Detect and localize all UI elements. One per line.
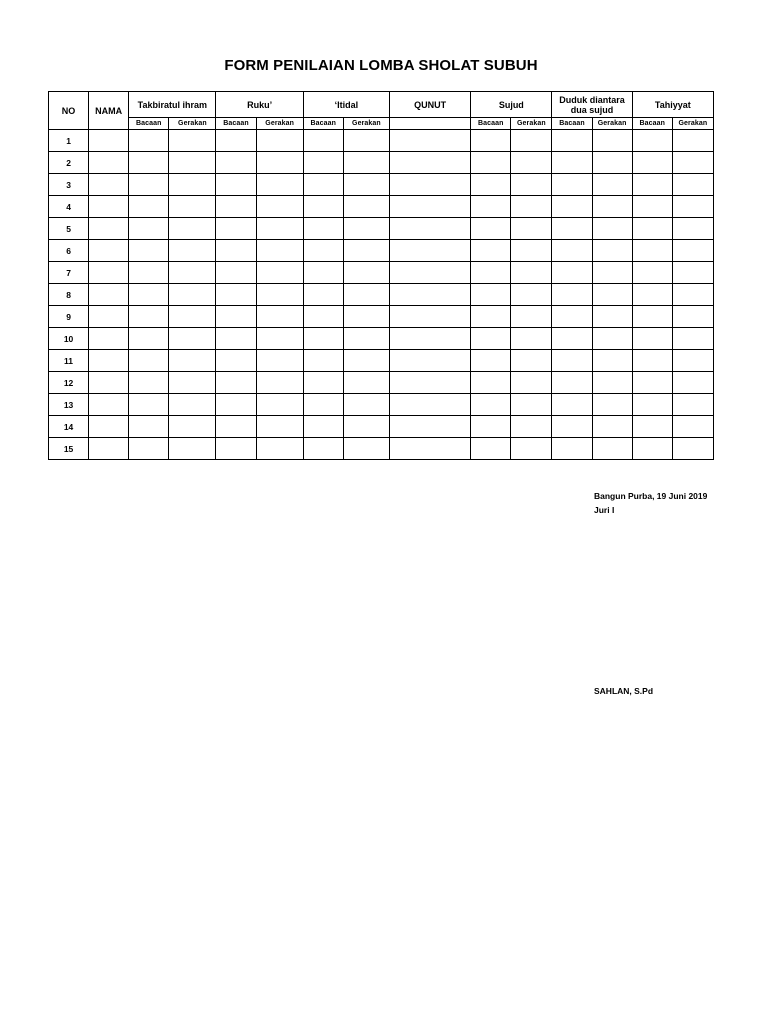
- score-cell[interactable]: [511, 130, 552, 152]
- score-cell[interactable]: [256, 306, 303, 328]
- name-cell[interactable]: [89, 174, 129, 196]
- score-cell[interactable]: [672, 328, 713, 350]
- score-cell[interactable]: [343, 306, 389, 328]
- score-cell[interactable]: [552, 218, 592, 240]
- score-cell[interactable]: [632, 372, 672, 394]
- score-cell[interactable]: [216, 284, 256, 306]
- score-cell[interactable]: [672, 218, 713, 240]
- score-cell[interactable]: [256, 438, 303, 460]
- signature-role: Juri I: [594, 505, 615, 515]
- score-cell[interactable]: [672, 372, 713, 394]
- subheader-gerakan: Gerakan: [169, 118, 216, 130]
- signature-place-date: Bangun Purba, 19 Juni 2019: [594, 491, 708, 501]
- score-cell[interactable]: [389, 130, 470, 152]
- score-cell[interactable]: [471, 350, 511, 372]
- score-cell[interactable]: [471, 284, 511, 306]
- score-cell[interactable]: [471, 218, 511, 240]
- score-cell[interactable]: [389, 284, 470, 306]
- subheader-bacaan: Bacaan: [303, 118, 343, 130]
- name-cell[interactable]: [89, 152, 129, 174]
- score-cell[interactable]: [129, 372, 169, 394]
- name-cell[interactable]: [89, 438, 129, 460]
- score-cell[interactable]: [169, 350, 216, 372]
- score-cell[interactable]: [343, 372, 389, 394]
- score-cell[interactable]: [216, 394, 256, 416]
- score-cell[interactable]: [343, 218, 389, 240]
- row-number: 7: [49, 262, 89, 284]
- subheader-bacaan: Bacaan: [129, 118, 169, 130]
- score-cell[interactable]: [343, 262, 389, 284]
- score-cell[interactable]: [216, 372, 256, 394]
- table-row: [49, 152, 714, 174]
- row-number: 15: [49, 438, 89, 460]
- score-cell[interactable]: [511, 416, 552, 438]
- score-cell[interactable]: [303, 328, 343, 350]
- no-header: NO: [49, 92, 89, 130]
- table-row: [49, 240, 714, 262]
- score-cell[interactable]: [343, 152, 389, 174]
- name-cell[interactable]: [89, 306, 129, 328]
- score-cell[interactable]: [389, 328, 470, 350]
- score-cell[interactable]: [511, 438, 552, 460]
- score-cell[interactable]: [592, 416, 632, 438]
- group-header-tahiyyat: Tahiyyat: [632, 92, 713, 118]
- score-cell[interactable]: [471, 130, 511, 152]
- score-cell[interactable]: [343, 174, 389, 196]
- score-cell[interactable]: [343, 350, 389, 372]
- score-cell[interactable]: [216, 240, 256, 262]
- score-cell[interactable]: [169, 152, 216, 174]
- score-cell[interactable]: [632, 416, 672, 438]
- score-cell[interactable]: [471, 196, 511, 218]
- score-cell[interactable]: [552, 372, 592, 394]
- score-cell[interactable]: [343, 328, 389, 350]
- name-cell[interactable]: [89, 196, 129, 218]
- score-cell[interactable]: [343, 284, 389, 306]
- score-cell[interactable]: [129, 438, 169, 460]
- table-row: [49, 328, 714, 350]
- score-cell[interactable]: [389, 262, 470, 284]
- score-cell[interactable]: [552, 328, 592, 350]
- score-cell[interactable]: [343, 416, 389, 438]
- score-cell[interactable]: [389, 394, 470, 416]
- score-cell[interactable]: [169, 394, 216, 416]
- score-cell[interactable]: [256, 394, 303, 416]
- table-row: [49, 130, 714, 152]
- score-table: [48, 91, 714, 460]
- score-cell[interactable]: [672, 394, 713, 416]
- score-cell[interactable]: [216, 306, 256, 328]
- score-cell[interactable]: [169, 240, 216, 262]
- table-row: [49, 218, 714, 240]
- row-number: 11: [49, 350, 89, 372]
- name-cell[interactable]: [89, 130, 129, 152]
- table-row: [49, 438, 714, 460]
- score-cell[interactable]: [256, 350, 303, 372]
- score-cell[interactable]: [552, 262, 592, 284]
- score-cell[interactable]: [511, 372, 552, 394]
- score-cell[interactable]: [511, 394, 552, 416]
- score-cell[interactable]: [632, 306, 672, 328]
- score-cell[interactable]: [256, 416, 303, 438]
- subheader-row: [49, 118, 714, 130]
- score-cell[interactable]: [256, 174, 303, 196]
- score-cell[interactable]: [129, 350, 169, 372]
- score-cell[interactable]: [303, 130, 343, 152]
- name-cell[interactable]: [89, 262, 129, 284]
- score-cell[interactable]: [511, 240, 552, 262]
- table-row: [49, 350, 714, 372]
- score-cell[interactable]: [303, 218, 343, 240]
- score-cell[interactable]: [389, 240, 470, 262]
- score-cell[interactable]: [303, 438, 343, 460]
- score-cell[interactable]: [672, 262, 713, 284]
- score-cell[interactable]: [471, 262, 511, 284]
- score-cell[interactable]: [552, 394, 592, 416]
- score-cell[interactable]: [632, 218, 672, 240]
- score-cell[interactable]: [256, 218, 303, 240]
- table-row: [49, 416, 714, 438]
- score-cell[interactable]: [471, 328, 511, 350]
- score-cell[interactable]: [216, 350, 256, 372]
- score-cell[interactable]: [471, 306, 511, 328]
- table-row: [49, 196, 714, 218]
- score-cell[interactable]: [552, 416, 592, 438]
- group-header-itidal: ‘Itidal: [303, 92, 389, 118]
- score-cell[interactable]: [216, 218, 256, 240]
- score-cell[interactable]: [169, 306, 216, 328]
- score-cell[interactable]: [592, 174, 632, 196]
- subheader-gerakan: Gerakan: [256, 118, 303, 130]
- score-cell[interactable]: [672, 350, 713, 372]
- score-cell[interactable]: [592, 218, 632, 240]
- score-cell[interactable]: [129, 284, 169, 306]
- score-cell[interactable]: [672, 416, 713, 438]
- score-cell[interactable]: [672, 152, 713, 174]
- score-cell[interactable]: [343, 394, 389, 416]
- score-cell[interactable]: [592, 284, 632, 306]
- row-number: 1: [49, 130, 89, 152]
- score-cell[interactable]: [552, 284, 592, 306]
- row-number: 8: [49, 284, 89, 306]
- score-cell[interactable]: [129, 218, 169, 240]
- score-cell[interactable]: [303, 262, 343, 284]
- group-header-takbiratul-ihram: Takbiratul ihram: [129, 92, 216, 118]
- signature-name: SAHLAN, S.Pd: [594, 686, 654, 696]
- score-cell[interactable]: [343, 130, 389, 152]
- subheader-gerakan: Gerakan: [511, 118, 552, 130]
- score-cell[interactable]: [592, 306, 632, 328]
- score-cell[interactable]: [592, 394, 632, 416]
- score-cell[interactable]: [592, 130, 632, 152]
- score-cell[interactable]: [471, 174, 511, 196]
- score-cell[interactable]: [389, 306, 470, 328]
- score-cell[interactable]: [632, 174, 672, 196]
- row-number: 12: [49, 372, 89, 394]
- row-number: 9: [49, 306, 89, 328]
- table-body: [49, 130, 714, 460]
- score-cell[interactable]: [303, 152, 343, 174]
- score-cell[interactable]: [632, 328, 672, 350]
- score-cell[interactable]: [256, 284, 303, 306]
- table-row: [49, 262, 714, 284]
- score-cell[interactable]: [552, 196, 592, 218]
- score-cell[interactable]: [471, 240, 511, 262]
- score-cell[interactable]: [632, 152, 672, 174]
- score-cell[interactable]: [256, 152, 303, 174]
- row-number: 14: [49, 416, 89, 438]
- score-cell[interactable]: [303, 306, 343, 328]
- score-cell[interactable]: [129, 174, 169, 196]
- subheader-bacaan: Bacaan: [552, 118, 592, 130]
- score-cell[interactable]: [632, 394, 672, 416]
- score-cell[interactable]: [592, 262, 632, 284]
- header-row: [49, 92, 714, 118]
- subheader-bacaan: Bacaan: [632, 118, 672, 130]
- score-cell[interactable]: [389, 372, 470, 394]
- page-title: FORM PENILAIAN LOMBA SHOLAT SUBUH: [224, 57, 538, 74]
- score-cell[interactable]: [389, 218, 470, 240]
- name-cell[interactable]: [89, 416, 129, 438]
- score-cell[interactable]: [471, 438, 511, 460]
- score-cell[interactable]: [129, 306, 169, 328]
- table-row: [49, 284, 714, 306]
- score-cell[interactable]: [169, 218, 216, 240]
- score-cell[interactable]: [169, 196, 216, 218]
- score-cell[interactable]: [389, 438, 470, 460]
- score-cell[interactable]: [216, 328, 256, 350]
- group-header-qunut: QUNUT: [389, 92, 470, 118]
- score-cell[interactable]: [169, 262, 216, 284]
- score-cell[interactable]: [169, 284, 216, 306]
- name-cell[interactable]: [89, 394, 129, 416]
- name-cell[interactable]: [89, 328, 129, 350]
- score-cell[interactable]: [129, 394, 169, 416]
- subheader-gerakan: Gerakan: [343, 118, 389, 130]
- score-cell[interactable]: [303, 372, 343, 394]
- score-cell[interactable]: [632, 130, 672, 152]
- score-cell[interactable]: [389, 416, 470, 438]
- score-cell[interactable]: [632, 350, 672, 372]
- score-cell[interactable]: [552, 240, 592, 262]
- group-header-sujud: Sujud: [471, 92, 552, 118]
- score-cell[interactable]: [303, 240, 343, 262]
- score-cell[interactable]: [552, 152, 592, 174]
- name-cell[interactable]: [89, 372, 129, 394]
- score-cell[interactable]: [169, 438, 216, 460]
- row-number: 4: [49, 196, 89, 218]
- score-cell[interactable]: [216, 262, 256, 284]
- score-cell[interactable]: [672, 438, 713, 460]
- score-cell[interactable]: [592, 328, 632, 350]
- score-cell[interactable]: [216, 130, 256, 152]
- name-header: NAMA: [89, 92, 129, 130]
- table-row: [49, 306, 714, 328]
- score-cell[interactable]: [256, 196, 303, 218]
- table-row: [49, 394, 714, 416]
- score-cell[interactable]: [511, 196, 552, 218]
- score-cell[interactable]: [511, 174, 552, 196]
- score-cell[interactable]: [672, 174, 713, 196]
- score-cell[interactable]: [511, 328, 552, 350]
- score-cell[interactable]: [169, 130, 216, 152]
- score-cell[interactable]: [471, 152, 511, 174]
- score-cell[interactable]: [343, 196, 389, 218]
- score-cell[interactable]: [129, 262, 169, 284]
- table-row: [49, 372, 714, 394]
- score-cell[interactable]: [169, 416, 216, 438]
- row-number: 5: [49, 218, 89, 240]
- score-cell[interactable]: [592, 152, 632, 174]
- score-cell[interactable]: [129, 328, 169, 350]
- score-cell[interactable]: [129, 130, 169, 152]
- score-cell[interactable]: [389, 350, 470, 372]
- group-header-ruku: Ruku’: [216, 92, 303, 118]
- score-cell[interactable]: [511, 306, 552, 328]
- score-cell[interactable]: [471, 394, 511, 416]
- score-cell[interactable]: [672, 284, 713, 306]
- score-cell[interactable]: [256, 262, 303, 284]
- score-cell[interactable]: [256, 240, 303, 262]
- row-number: 10: [49, 328, 89, 350]
- score-cell[interactable]: [592, 372, 632, 394]
- row-number: 2: [49, 152, 89, 174]
- subheader-gerakan: Gerakan: [672, 118, 713, 130]
- score-cell[interactable]: [169, 174, 216, 196]
- score-cell[interactable]: [343, 240, 389, 262]
- score-cell[interactable]: [632, 196, 672, 218]
- score-cell[interactable]: [169, 328, 216, 350]
- score-cell[interactable]: [592, 196, 632, 218]
- score-cell[interactable]: [389, 174, 470, 196]
- score-cell[interactable]: [552, 438, 592, 460]
- name-cell[interactable]: [89, 284, 129, 306]
- score-cell[interactable]: [256, 130, 303, 152]
- score-cell[interactable]: [672, 130, 713, 152]
- score-cell[interactable]: [216, 438, 256, 460]
- score-cell[interactable]: [592, 350, 632, 372]
- score-cell[interactable]: [632, 262, 672, 284]
- name-cell[interactable]: [89, 218, 129, 240]
- score-cell[interactable]: [511, 262, 552, 284]
- subheader-bacaan: Bacaan: [216, 118, 256, 130]
- score-cell[interactable]: [632, 240, 672, 262]
- table-row: [49, 174, 714, 196]
- score-cell[interactable]: [592, 438, 632, 460]
- score-cell[interactable]: [303, 284, 343, 306]
- score-cell[interactable]: [129, 416, 169, 438]
- name-cell[interactable]: [89, 240, 129, 262]
- subheader-bacaan: Bacaan: [471, 118, 511, 130]
- score-cell[interactable]: [303, 394, 343, 416]
- score-cell[interactable]: [511, 218, 552, 240]
- score-cell[interactable]: [511, 284, 552, 306]
- score-cell[interactable]: [552, 350, 592, 372]
- score-cell[interactable]: [552, 306, 592, 328]
- score-cell[interactable]: [256, 328, 303, 350]
- score-cell[interactable]: [129, 240, 169, 262]
- score-cell[interactable]: [672, 196, 713, 218]
- score-cell[interactable]: [592, 240, 632, 262]
- score-cell[interactable]: [552, 174, 592, 196]
- score-cell[interactable]: [216, 196, 256, 218]
- score-cell[interactable]: [216, 152, 256, 174]
- score-cell[interactable]: [389, 196, 470, 218]
- group-header-duduk-diantara-dua-sujud: Duduk diantara dua sujud: [552, 92, 632, 118]
- score-cell[interactable]: [216, 416, 256, 438]
- score-cell[interactable]: [343, 438, 389, 460]
- score-cell[interactable]: [389, 152, 470, 174]
- score-cell[interactable]: [552, 130, 592, 152]
- subheader-empty: [389, 118, 470, 130]
- score-cell[interactable]: [471, 372, 511, 394]
- score-cell[interactable]: [303, 174, 343, 196]
- score-cell[interactable]: [471, 416, 511, 438]
- score-cell[interactable]: [511, 350, 552, 372]
- score-cell[interactable]: [129, 152, 169, 174]
- score-cell[interactable]: [511, 152, 552, 174]
- score-cell[interactable]: [303, 350, 343, 372]
- score-cell[interactable]: [672, 240, 713, 262]
- subheader-gerakan: Gerakan: [592, 118, 632, 130]
- score-cell[interactable]: [216, 174, 256, 196]
- name-cell[interactable]: [89, 350, 129, 372]
- score-cell[interactable]: [303, 196, 343, 218]
- row-number: 6: [49, 240, 89, 262]
- score-cell[interactable]: [632, 438, 672, 460]
- score-cell[interactable]: [632, 284, 672, 306]
- score-cell[interactable]: [303, 416, 343, 438]
- row-number: 13: [49, 394, 89, 416]
- score-cell[interactable]: [169, 372, 216, 394]
- score-cell[interactable]: [672, 306, 713, 328]
- score-cell[interactable]: [256, 372, 303, 394]
- score-cell[interactable]: [129, 196, 169, 218]
- row-number: 3: [49, 174, 89, 196]
